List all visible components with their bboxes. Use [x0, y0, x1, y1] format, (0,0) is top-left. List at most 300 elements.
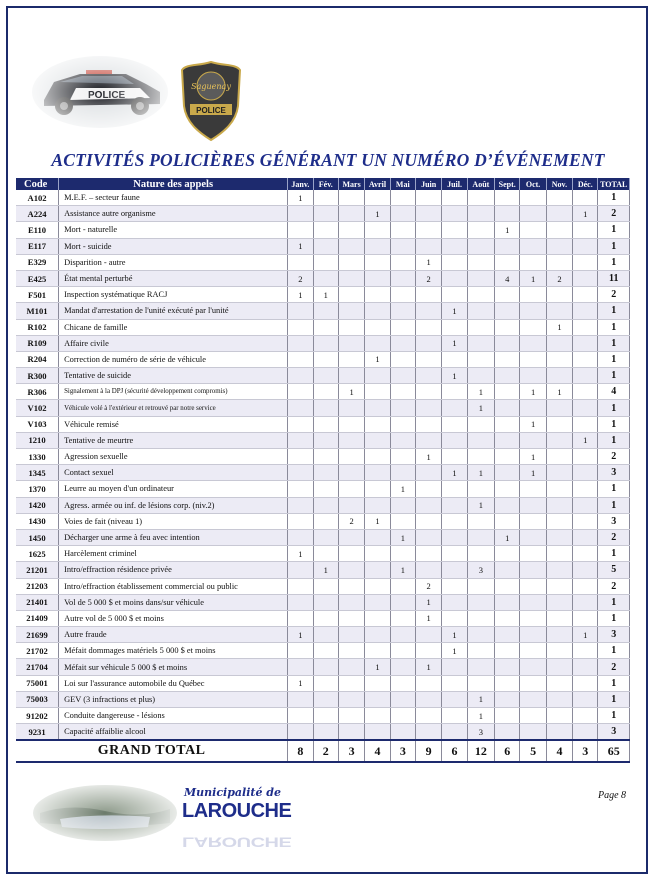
cell-month — [365, 335, 390, 351]
cell-nature: M.E.F. – secteur faune — [59, 190, 288, 206]
cell-month — [288, 610, 313, 626]
cell-code: M101 — [16, 303, 59, 319]
cell-month — [288, 497, 313, 513]
cell-month — [573, 335, 598, 351]
cell-total: 3 — [598, 627, 630, 643]
cell-month — [546, 222, 572, 238]
column-header-month-6: Juin — [415, 178, 441, 190]
cell-month — [365, 449, 390, 465]
cell-code: 21704 — [16, 659, 59, 675]
cell-month — [390, 368, 415, 384]
cell-month: 1 — [467, 465, 494, 481]
cell-month: 2 — [415, 270, 441, 286]
cell-month — [338, 449, 364, 465]
cell-month — [338, 610, 364, 626]
column-header-total: TOTAL — [598, 178, 630, 190]
cell-month: 1 — [365, 659, 390, 675]
cell-code: 1345 — [16, 465, 59, 481]
table-header-row — [16, 178, 630, 190]
cell-month — [338, 481, 364, 497]
cell-code: R109 — [16, 335, 59, 351]
table-row — [16, 190, 630, 206]
cell-month — [313, 691, 338, 707]
cell-month — [338, 416, 364, 432]
column-header-month-10: Oct. — [520, 178, 546, 190]
cell-month — [390, 254, 415, 270]
cell-month — [415, 562, 441, 578]
column-header-month-12: Déc. — [573, 178, 598, 190]
cell-month: 1 — [288, 190, 313, 206]
cell-month: 1 — [415, 449, 441, 465]
table-row — [16, 351, 630, 367]
cell-nature: Vol de 5 000 $ et moins dans/sur véhicule — [59, 594, 288, 610]
cell-month: 3 — [467, 562, 494, 578]
cell-month — [415, 303, 441, 319]
cell-month — [467, 303, 494, 319]
cell-month — [467, 335, 494, 351]
cell-month — [495, 627, 520, 643]
cell-month — [390, 643, 415, 659]
cell-total: 1 — [598, 303, 630, 319]
cell-month — [365, 594, 390, 610]
cell-month — [442, 708, 467, 724]
table-row — [16, 659, 630, 675]
cell-month — [313, 368, 338, 384]
cell-nature: Capacité affaiblie alcool — [59, 724, 288, 741]
cell-month — [288, 368, 313, 384]
cell-month — [467, 254, 494, 270]
cell-month — [288, 513, 313, 529]
cell-code: F501 — [16, 287, 59, 303]
cell-month — [442, 238, 467, 254]
cell-month — [520, 546, 546, 562]
cell-month — [365, 368, 390, 384]
cell-month — [442, 481, 467, 497]
cell-nature: Agress. armée ou inf. de lésions corp. (niv.2) — [59, 497, 288, 513]
table-row — [16, 610, 630, 626]
cell-total: 1 — [598, 222, 630, 238]
cell-month — [415, 335, 441, 351]
cell-total: 1 — [598, 238, 630, 254]
cell-month — [546, 659, 572, 675]
cell-month — [573, 594, 598, 610]
cell-nature: Voies de fait (niveau 1) — [59, 513, 288, 529]
cell-total: 1 — [598, 675, 630, 691]
cell-month — [365, 287, 390, 303]
cell-nature: Inspection systématique RACJ — [59, 287, 288, 303]
cell-month — [288, 416, 313, 432]
cell-month — [390, 270, 415, 286]
cell-code: 1420 — [16, 497, 59, 513]
cell-month — [467, 190, 494, 206]
cell-total: 1 — [598, 368, 630, 384]
cell-month: 1 — [546, 384, 572, 400]
cell-month — [338, 578, 364, 594]
cell-code: E329 — [16, 254, 59, 270]
cell-month — [495, 546, 520, 562]
cell-month — [313, 400, 338, 416]
cell-total: 1 — [598, 190, 630, 206]
cell-month — [338, 465, 364, 481]
cell-nature: Disparition - autre — [59, 254, 288, 270]
grand-total-label: GRAND TOTAL — [16, 740, 288, 762]
cell-month — [415, 497, 441, 513]
table-row — [16, 578, 630, 594]
cell-month: 1 — [390, 529, 415, 545]
cell-month — [546, 562, 572, 578]
cell-month — [546, 546, 572, 562]
cell-month — [495, 432, 520, 448]
cell-month — [546, 351, 572, 367]
cell-month — [415, 691, 441, 707]
cell-month — [288, 659, 313, 675]
cell-month — [442, 610, 467, 626]
cell-month — [288, 465, 313, 481]
cell-month — [442, 659, 467, 675]
cell-month — [546, 610, 572, 626]
cell-month — [520, 497, 546, 513]
cell-month — [546, 724, 572, 741]
cell-month — [288, 578, 313, 594]
cell-month — [313, 659, 338, 675]
cell-month — [573, 238, 598, 254]
cell-month — [338, 303, 364, 319]
cell-month: 2 — [546, 270, 572, 286]
cell-nature: Harcèlement criminel — [59, 546, 288, 562]
cell-month: 1 — [520, 270, 546, 286]
cell-month — [288, 384, 313, 400]
cell-month — [573, 416, 598, 432]
cell-month — [495, 481, 520, 497]
cell-code: V103 — [16, 416, 59, 432]
cell-total: 2 — [598, 206, 630, 222]
cell-nature: Tentative de meurtre — [59, 432, 288, 448]
cell-month — [288, 481, 313, 497]
table-row — [16, 675, 630, 691]
cell-month — [467, 416, 494, 432]
cell-month — [415, 708, 441, 724]
cell-nature: Agression sexuelle — [59, 449, 288, 465]
cell-month — [288, 303, 313, 319]
cell-month — [573, 497, 598, 513]
cell-nature: Contact sexuel — [59, 465, 288, 481]
cell-month — [467, 270, 494, 286]
cell-nature: Mort - naturelle — [59, 222, 288, 238]
cell-month — [442, 529, 467, 545]
cell-month: 1 — [415, 610, 441, 626]
cell-total: 1 — [598, 643, 630, 659]
cell-month — [365, 481, 390, 497]
cell-month — [338, 335, 364, 351]
cell-code: A224 — [16, 206, 59, 222]
cell-month — [415, 675, 441, 691]
cell-code: 1450 — [16, 529, 59, 545]
table-row — [16, 400, 630, 416]
cell-month — [520, 351, 546, 367]
cell-month: 1 — [365, 206, 390, 222]
cell-month — [520, 481, 546, 497]
grand-total-month: 3 — [390, 740, 415, 762]
cell-month — [313, 384, 338, 400]
cell-month — [338, 254, 364, 270]
cell-month — [467, 578, 494, 594]
cell-month: 1 — [442, 465, 467, 481]
cell-month — [495, 562, 520, 578]
cell-month — [467, 546, 494, 562]
cell-month — [313, 254, 338, 270]
cell-month: 2 — [288, 270, 313, 286]
cell-nature: Assistance autre organisme — [59, 206, 288, 222]
cell-month — [467, 206, 494, 222]
cell-total: 1 — [598, 319, 630, 335]
cell-month — [288, 594, 313, 610]
cell-month — [520, 190, 546, 206]
cell-month — [573, 675, 598, 691]
cell-month: 1 — [365, 351, 390, 367]
cell-total: 2 — [598, 659, 630, 675]
table-row — [16, 691, 630, 707]
table-row — [16, 724, 630, 741]
cell-month — [365, 222, 390, 238]
cell-month — [288, 724, 313, 741]
cell-month — [313, 513, 338, 529]
cell-month — [442, 222, 467, 238]
cell-month — [520, 594, 546, 610]
cell-month — [546, 303, 572, 319]
badge-police-text: POLICE — [196, 106, 226, 115]
cell-month — [520, 238, 546, 254]
cell-month: 1 — [467, 691, 494, 707]
table-row — [16, 287, 630, 303]
table-row — [16, 335, 630, 351]
cell-month — [467, 675, 494, 691]
cell-month — [390, 335, 415, 351]
cell-month — [546, 481, 572, 497]
cell-month — [365, 416, 390, 432]
cell-month — [442, 190, 467, 206]
cell-month — [415, 432, 441, 448]
cell-month — [365, 708, 390, 724]
cell-month — [520, 368, 546, 384]
cell-total: 1 — [598, 691, 630, 707]
grand-total-month: 9 — [415, 740, 441, 762]
cell-month: 1 — [415, 594, 441, 610]
cell-code: 21201 — [16, 562, 59, 578]
table-row — [16, 529, 630, 545]
cell-total: 1 — [598, 594, 630, 610]
cell-month — [338, 675, 364, 691]
cell-month — [495, 416, 520, 432]
cell-month — [313, 270, 338, 286]
cell-month: 1 — [390, 562, 415, 578]
grand-total-month: 6 — [442, 740, 467, 762]
cell-month: 1 — [520, 465, 546, 481]
cell-month — [546, 594, 572, 610]
cell-month — [495, 449, 520, 465]
column-header-month-5: Mai — [390, 178, 415, 190]
cell-month — [546, 287, 572, 303]
cell-nature: Méfait dommages matériels 5 000 $ et moins — [59, 643, 288, 659]
cell-month: 1 — [442, 303, 467, 319]
cell-month — [573, 222, 598, 238]
cell-month — [365, 562, 390, 578]
cell-month — [390, 190, 415, 206]
cell-month — [288, 643, 313, 659]
cell-month — [338, 691, 364, 707]
cell-month: 1 — [442, 627, 467, 643]
cell-month — [390, 222, 415, 238]
cell-month — [288, 254, 313, 270]
cell-month — [442, 416, 467, 432]
cell-month — [495, 675, 520, 691]
cell-month — [390, 400, 415, 416]
cell-month — [495, 190, 520, 206]
cell-code: R306 — [16, 384, 59, 400]
cell-month — [288, 691, 313, 707]
cell-month — [442, 546, 467, 562]
cell-month — [313, 303, 338, 319]
cell-month: 1 — [520, 416, 546, 432]
cell-month: 2 — [415, 578, 441, 594]
cell-month — [390, 594, 415, 610]
cell-month — [390, 627, 415, 643]
cell-month: 1 — [365, 513, 390, 529]
table-row — [16, 562, 630, 578]
cell-nature: État mental perturbé — [59, 270, 288, 286]
cell-month — [415, 222, 441, 238]
cell-code: E117 — [16, 238, 59, 254]
cell-month — [573, 691, 598, 707]
cell-month — [313, 546, 338, 562]
cell-month — [520, 724, 546, 741]
cell-month: 1 — [442, 368, 467, 384]
table-row — [16, 497, 630, 513]
cell-code: A102 — [16, 190, 59, 206]
grand-total-month: 3 — [573, 740, 598, 762]
cell-month — [467, 643, 494, 659]
cell-month — [365, 578, 390, 594]
cell-nature: Autre fraude — [59, 627, 288, 643]
cell-month — [520, 675, 546, 691]
cell-month: 1 — [467, 400, 494, 416]
cell-code: 21409 — [16, 610, 59, 626]
cell-month — [546, 691, 572, 707]
cell-month — [495, 351, 520, 367]
cell-month — [415, 384, 441, 400]
cell-month — [495, 497, 520, 513]
cell-month: 1 — [288, 287, 313, 303]
cell-month — [520, 222, 546, 238]
logo-name-text: LAROUCHE — [182, 800, 292, 822]
cell-month — [365, 643, 390, 659]
cell-month — [338, 724, 364, 741]
cell-month — [365, 465, 390, 481]
cell-nature: Correction de numéro de série de véhicule — [59, 351, 288, 367]
cell-month — [520, 513, 546, 529]
cell-month — [520, 659, 546, 675]
cell-month — [415, 529, 441, 545]
column-header-month-2: Fév. — [313, 178, 338, 190]
cell-month: 1 — [288, 546, 313, 562]
cell-month — [573, 190, 598, 206]
cell-month: 1 — [288, 675, 313, 691]
cell-month — [495, 708, 520, 724]
cell-month — [442, 319, 467, 335]
cell-total: 4 — [598, 384, 630, 400]
cell-month — [365, 610, 390, 626]
cell-nature: Intro/effraction résidence privée — [59, 562, 288, 578]
cell-month — [495, 724, 520, 741]
cell-month — [313, 432, 338, 448]
cell-month — [546, 675, 572, 691]
cell-month — [573, 724, 598, 741]
cell-month: 1 — [495, 222, 520, 238]
cell-month — [313, 222, 338, 238]
cell-month — [467, 627, 494, 643]
cell-month — [338, 432, 364, 448]
cell-month — [338, 238, 364, 254]
cell-total: 3 — [598, 465, 630, 481]
cell-month — [313, 643, 338, 659]
cell-month — [573, 400, 598, 416]
cell-code: 21401 — [16, 594, 59, 610]
cell-month — [365, 303, 390, 319]
cell-month — [288, 206, 313, 222]
cell-month — [338, 222, 364, 238]
cell-month — [390, 659, 415, 675]
events-table — [16, 178, 630, 763]
cell-total: 3 — [598, 513, 630, 529]
cell-month — [415, 400, 441, 416]
cell-month — [467, 287, 494, 303]
cell-month — [520, 335, 546, 351]
table-row — [16, 481, 630, 497]
cell-month — [520, 303, 546, 319]
cell-month: 1 — [520, 384, 546, 400]
cell-month — [573, 562, 598, 578]
cell-month — [495, 610, 520, 626]
cell-month — [546, 335, 572, 351]
cell-total: 1 — [598, 335, 630, 351]
cell-total: 5 — [598, 562, 630, 578]
cell-month: 1 — [467, 708, 494, 724]
cell-month — [365, 254, 390, 270]
cell-month — [546, 449, 572, 465]
cell-month — [415, 513, 441, 529]
cell-nature: Autre vol de 5 000 $ et moins — [59, 610, 288, 626]
cell-code: E425 — [16, 270, 59, 286]
cell-month — [365, 546, 390, 562]
cell-month: 2 — [338, 513, 364, 529]
police-car-image — [30, 48, 170, 128]
cell-month — [467, 529, 494, 545]
cell-nature: Méfait sur véhicule 5 000 $ et moins — [59, 659, 288, 675]
cell-month — [442, 675, 467, 691]
grand-total-month: 2 — [313, 740, 338, 762]
cell-month — [573, 368, 598, 384]
cell-total: 2 — [598, 529, 630, 545]
column-header-month-11: Nov. — [546, 178, 572, 190]
table-row — [16, 206, 630, 222]
cell-month — [442, 351, 467, 367]
cell-code: 1370 — [16, 481, 59, 497]
cell-total: 1 — [598, 497, 630, 513]
cell-month — [520, 643, 546, 659]
cell-month — [313, 627, 338, 643]
cell-total: 3 — [598, 724, 630, 741]
cell-month — [495, 643, 520, 659]
cell-month — [313, 416, 338, 432]
